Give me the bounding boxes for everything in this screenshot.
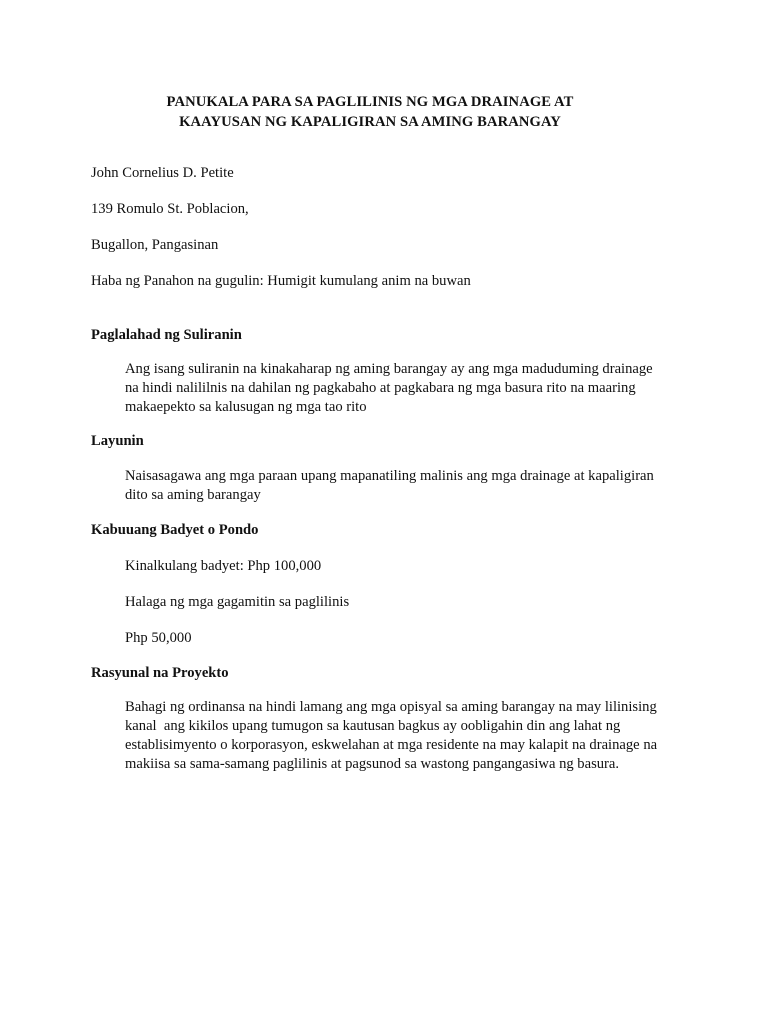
author-name: John Cornelius D. Petite [91,165,234,181]
budget-materials-label: Halaga ng mga gagamitin sa paglilinis [125,594,350,610]
budget-estimated: Kinalkulang badyet: Php 100,000 [125,558,322,574]
address-line-2: Bugallon, Pangasinan [91,237,219,253]
document-title-line-1: PANUKALA PARA SA PAGLILINIS NG MGA DRAINAGE AT [166,94,574,110]
section-heading-rationale: Rasyunal na Proyekto [91,665,229,681]
document-title-line-2: KAAYUSAN NG KAPALIGIRAN SA AMING BARANGAY [179,114,561,130]
section-body-problem: Ang isang suliranin na kinakaharap ng aming barangay ay ang mga maduduming drainage na hindi nalililnis na dahilan ng pagkabaho at pagkabara ng mga basura rito na maaring makaepekto sa kalusugan ng mga tao rito [125,361,653,415]
duration-line: Haba ng Panahon na gugulin: Humigit kumulang anim na buwan [91,273,471,289]
budget-materials-amount: Php 50,000 [125,630,192,646]
section-heading-objective: Layunin [91,433,144,449]
section-heading-problem: Paglalahad ng Suliranin [91,327,242,343]
section-body-rationale: Bahagi ng ordinansa na hindi lamang ang mga opisyal sa aming barangay na may lilinising kanal ang kikilos upang tumugon sa kautusan bagkus ay oobligahin din ang lahat ng establisimyento o korporasyon, eskwelahan at mga residente na may kalapit na drainage na makiisa sa sama-samang paglilinis at pagsunod sa wastong pangangasiwa ng basura. [125,699,661,772]
address-line-1: 139 Romulo St. Poblacion, [91,201,249,217]
section-heading-budget: Kabuuang Badyet o Pondo [91,522,259,538]
section-body-objective: Naisasagawa ang mga paraan upang mapanatiling malinis ang mga drainage at kapaligiran dito sa aming barangay [125,468,654,503]
